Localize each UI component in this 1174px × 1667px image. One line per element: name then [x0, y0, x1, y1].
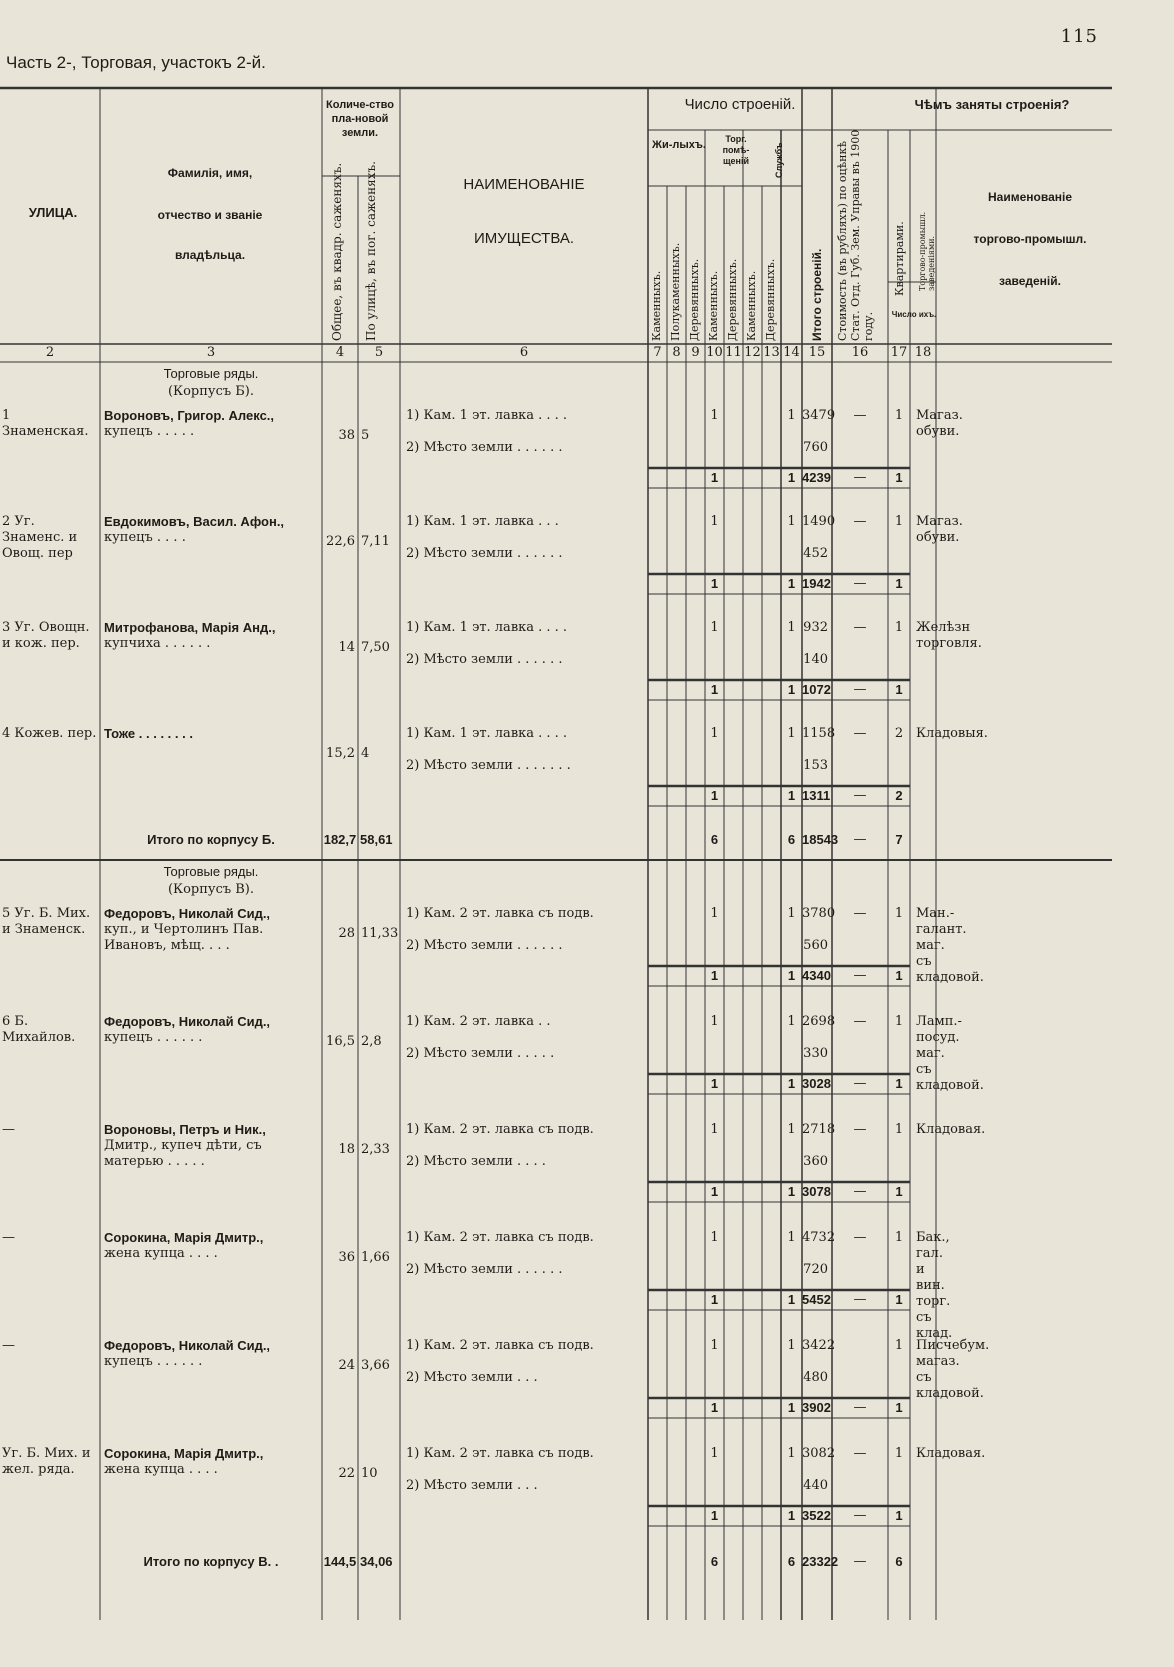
header-owner-line2: отчество и званіе	[157, 208, 263, 222]
establishment-name: Бак., гал. и вин. торг. съ клад.	[916, 1230, 953, 1341]
subtotal-trade-stone: 1	[710, 968, 719, 983]
owner-name	[104, 1446, 318, 1478]
land-total: 16,5	[326, 1034, 355, 1049]
land-total: 14	[338, 640, 355, 655]
group-total-apartments: —	[853, 832, 867, 847]
header-establishment-line1: Наименованіе	[988, 190, 1072, 204]
total-buildings: 1	[787, 1338, 796, 1353]
property-item: 2) Мѣсто земли . . .	[406, 1370, 538, 1385]
subtotal-buildings: 1	[787, 470, 796, 485]
establishment-name: Магаз. обуви.	[916, 408, 963, 439]
owner-line: купецъ . . . . . .	[104, 1030, 203, 1045]
street-name: 5 Уг. Б. Мих. и Знаменск.	[2, 906, 91, 937]
subtotal-buildings: 1	[787, 1076, 796, 1091]
column-number: 5	[374, 345, 384, 360]
owner-line: купецъ . . . . . .	[104, 1354, 203, 1369]
property-item: 2) Мѣсто земли . . . . .	[406, 1046, 555, 1061]
land-total: 24	[338, 1358, 355, 1373]
header-land-street: По улицѣ, въ пог. саженяхъ.	[364, 161, 378, 341]
total-buildings: 1	[787, 408, 796, 423]
establishments-count: 1	[894, 1014, 904, 1029]
establishment-name: Желѣзн торговля.	[916, 620, 982, 651]
subtotal-trade-stone: 1	[710, 682, 719, 697]
establishments-count: 1	[894, 1230, 904, 1245]
owner-line: Дмитр., купеч дѣти, съ	[104, 1138, 262, 1153]
column-number: 16	[851, 345, 869, 360]
property-item: 1) Кам. 1 эт. лавка . . . .	[406, 408, 568, 423]
land-street: 1,66	[361, 1250, 390, 1265]
header-wooden: Деревянныхъ.	[764, 258, 777, 341]
total-buildings: 1	[787, 906, 796, 921]
subtotal-apartments: —	[853, 1508, 867, 1523]
subtotal-value: 3078	[802, 1184, 831, 1199]
subtotal-establishments: 1	[895, 1292, 903, 1307]
property-value: 452	[803, 546, 828, 561]
establishments-count: 1	[894, 1338, 904, 1353]
apartments-count: —	[853, 726, 867, 741]
property-item: 1) Кам. 2 эт. лавка съ подв.	[406, 1338, 594, 1353]
owner-line: куп., и Чертолинъ Пав.	[104, 922, 264, 937]
owner-line: матерью . . . . .	[104, 1154, 205, 1169]
property-value: 760	[803, 440, 828, 455]
subtotal-trade-stone: 1	[710, 470, 719, 485]
property-value: 1490	[802, 514, 836, 529]
header-street: УЛИЦА.	[28, 205, 78, 220]
property-value: 4732	[802, 1230, 836, 1245]
street-name: 4 Кожев. пер.	[2, 726, 97, 741]
subtotal-trade-stone: 1	[710, 1292, 719, 1307]
subtotal-value: 1942	[802, 576, 831, 591]
column-number: 18	[914, 345, 932, 360]
owner-name	[104, 1122, 318, 1170]
land-street: 4	[361, 746, 370, 761]
total-buildings: 1	[787, 1446, 796, 1461]
owner-line: Федоровъ, Николай Сид.,	[104, 906, 271, 921]
property-item: 2) Мѣсто земли . . . . . .	[406, 546, 563, 561]
subtotal-value: 4340	[802, 968, 831, 983]
street-name: 1 Знаменская.	[2, 408, 89, 439]
column-number: 7	[653, 345, 662, 360]
apartments-count: —	[853, 1446, 867, 1461]
land-street: 3,66	[361, 1358, 390, 1373]
land-total: 22	[338, 1466, 355, 1481]
subtotal-apartments: —	[853, 470, 867, 485]
subtotal-apartments: —	[853, 788, 867, 803]
subtotal-buildings: 1	[787, 788, 796, 803]
subtotal-value: 4239	[802, 470, 831, 485]
trade-stone-count: 1	[710, 408, 719, 423]
subtotal-establishments: 1	[895, 1508, 903, 1523]
owner-line: купецъ . . . . .	[104, 424, 195, 439]
subtotal-buildings: 1	[787, 576, 796, 591]
subtotal-value: 3902	[802, 1400, 831, 1415]
column-number: 6	[519, 345, 529, 360]
property-value: 720	[803, 1262, 828, 1277]
owner-name	[104, 1014, 318, 1046]
group-total-land: 144,5	[323, 1554, 357, 1569]
column-number: 3	[206, 345, 216, 360]
trade-stone-count: 1	[710, 514, 719, 529]
header-total-buildings: Итого строеній.	[810, 248, 824, 341]
property-value: 2698	[802, 1014, 836, 1029]
land-street: 2,8	[361, 1034, 382, 1049]
total-buildings: 1	[787, 514, 796, 529]
header-trade-industrial: Торгово-промышл. заведеніями.	[918, 211, 936, 291]
header-value: Стоимость (въ рубляхъ) по оцѣнкѣ Стат. Отд. Губ. Зем. Управы въ 1900 году.	[836, 129, 875, 341]
group-title: Торговые ряды.	[163, 366, 259, 381]
property-value: 3780	[802, 906, 836, 921]
subtotal-apartments: —	[853, 1292, 867, 1307]
land-total: 22,6	[326, 534, 355, 549]
group-total-land: 182,7	[323, 832, 357, 847]
street-name: 6 Б. Михайлов.	[2, 1014, 76, 1045]
establishments-count: 1	[894, 1446, 904, 1461]
subtotal-apartments: —	[853, 682, 867, 697]
group-total-establishments: 6	[895, 1554, 903, 1569]
total-buildings: 1	[787, 726, 796, 741]
subtotal-establishments: 1	[895, 682, 903, 697]
subtotal-buildings: 1	[787, 1292, 796, 1307]
street-name: —	[2, 1230, 15, 1245]
subtotal-buildings: 1	[787, 682, 796, 697]
column-number: 2	[45, 345, 55, 360]
trade-stone-count: 1	[710, 1122, 719, 1137]
subtotal-trade-stone: 1	[710, 788, 719, 803]
property-value: 1158	[802, 726, 836, 741]
property-value: 932	[803, 620, 828, 635]
column-number: 12	[744, 345, 761, 360]
subtotal-buildings: 1	[787, 1400, 796, 1415]
subtotal-trade-stone: 1	[710, 1508, 719, 1523]
property-item: 1) Кам. 1 эт. лавка . . . .	[406, 620, 568, 635]
establishments-count: 1	[894, 906, 904, 921]
property-item: 1) Кам. 1 эт. лавка . . . .	[406, 726, 568, 741]
header-property-line1: НАИМЕНОВАНІЕ	[463, 176, 585, 193]
subtotal-trade-stone: 1	[710, 1076, 719, 1091]
owner-line: жена купца . . . .	[104, 1462, 218, 1477]
column-number: 15	[808, 345, 826, 360]
property-value: 140	[803, 652, 828, 667]
group-total-street: 58,61	[360, 832, 393, 847]
land-street: 7,50	[361, 640, 390, 655]
column-number: 13	[763, 345, 780, 360]
subtotal-establishments: 1	[895, 576, 903, 591]
property-value: 3422	[802, 1338, 836, 1353]
owner-line: Сорокина, Марія Дмитр.,	[104, 1446, 264, 1461]
property-item: 1) Кам. 1 эт. лавка . . .	[406, 514, 559, 529]
land-total: 18	[338, 1142, 355, 1157]
property-value: 2718	[802, 1122, 836, 1137]
property-value: 560	[803, 938, 828, 953]
land-total: 28	[338, 926, 355, 941]
property-item: 1) Кам. 2 эт. лавка съ подв.	[406, 906, 594, 921]
owner-name	[104, 514, 318, 546]
subtotal-value: 3028	[802, 1076, 831, 1091]
total-buildings: 1	[787, 1122, 796, 1137]
column-number: 17	[890, 345, 908, 360]
property-value: 3082	[802, 1446, 836, 1461]
street-name: —	[2, 1122, 15, 1137]
street-name: 2 Уг. Знаменс. и Овощ. пер	[2, 514, 78, 561]
subtotal-establishments: 1	[895, 1400, 903, 1415]
subtotal-establishments: 2	[895, 788, 903, 803]
establishment-name: Писчебум. магаз. съ кладовой.	[916, 1338, 990, 1401]
land-street: 5	[361, 428, 370, 443]
apartments-count: —	[853, 408, 867, 423]
subtotal-value: 1311	[802, 788, 831, 803]
owner-line: Ивановъ, мѣщ. . . .	[104, 938, 230, 953]
subtotal-trade-stone: 1	[710, 1184, 719, 1199]
subtotal-establishments: 1	[895, 470, 903, 485]
header-property-line2: ИМУЩЕСТВА.	[473, 230, 575, 247]
property-item: 1) Кам. 2 эт. лавка . .	[406, 1014, 551, 1029]
subtotal-apartments: —	[853, 968, 867, 983]
owner-line: Вороновы, Петръ и Ник.,	[104, 1122, 266, 1137]
group-total-street: 34,06	[360, 1554, 393, 1569]
header-residential: Жи-лыхъ.	[652, 139, 706, 151]
trade-stone-count: 1	[710, 726, 719, 741]
owner-name	[104, 726, 318, 742]
subtotal-apartments: —	[853, 576, 867, 591]
owner-line: Тоже . . . . . . . .	[104, 726, 193, 741]
header-stone: Каменныхъ.	[650, 270, 663, 341]
column-number: 10	[706, 345, 723, 360]
group-subtitle: (Корпусъ Б).	[167, 384, 255, 399]
column-number: 14	[783, 345, 800, 360]
column-number: 11	[725, 345, 742, 360]
property-value: 330	[803, 1046, 828, 1061]
apartments-count: —	[853, 1014, 867, 1029]
column-number: 8	[672, 345, 681, 360]
establishment-name: Ламп.-посуд. маг. съ кладовой.	[916, 1014, 984, 1093]
property-item: 1) Кам. 2 эт. лавка съ подв.	[406, 1446, 594, 1461]
total-buildings: 1	[787, 620, 796, 635]
subtotal-value: 5452	[802, 1292, 831, 1307]
apartments-count: —	[853, 1230, 867, 1245]
establishment-name: Кладовая.	[916, 1122, 986, 1137]
trade-stone-count: 1	[710, 620, 719, 635]
establishment-name: Ман.-галант. маг. съ кладовой.	[916, 906, 984, 985]
property-item: 2) Мѣсто земли . . .	[406, 1478, 538, 1493]
total-buildings: 1	[787, 1230, 796, 1245]
property-item: 2) Мѣсто земли . . . . . .	[406, 938, 563, 953]
land-total: 15,2	[326, 746, 355, 761]
property-item: 2) Мѣсто земли . . . . . . .	[406, 758, 571, 773]
owner-line: жена купца . . . .	[104, 1246, 218, 1261]
header-land-total: Общее, въ квадр. саженяхъ.	[330, 162, 344, 341]
land-street: 11,33	[361, 926, 399, 941]
property-item: 2) Мѣсто земли . . . . . .	[406, 440, 563, 455]
establishment-name: Кладовыя.	[916, 726, 988, 741]
subtotal-buildings: 1	[787, 1184, 796, 1199]
property-item: 2) Мѣсто земли . . . .	[406, 1154, 546, 1169]
land-total: 38	[338, 428, 355, 443]
header-service: Службъ	[774, 142, 784, 178]
land-street: 2,33	[361, 1142, 390, 1157]
apartments-count: —	[853, 906, 867, 921]
owner-line: Митрофанова, Марія Анд.,	[104, 620, 276, 635]
property-value: 480	[803, 1370, 828, 1385]
land-street: 7,11	[361, 534, 390, 549]
owner-line: Федоровъ, Николай Сид.,	[104, 1338, 271, 1353]
land-street: 10	[361, 1466, 378, 1481]
group-total-label: Итого по корпусу В. .	[143, 1554, 279, 1569]
section-header: Часть 2-, Торговая, участокъ 2-й.	[6, 53, 266, 72]
trade-stone-count: 1	[710, 1338, 719, 1353]
group-subtitle: (Корпусъ В).	[167, 882, 255, 897]
page-number: 115	[1060, 26, 1098, 47]
establishments-count: 1	[894, 514, 904, 529]
total-buildings: 1	[787, 1014, 796, 1029]
subtotal-trade-stone: 1	[710, 1400, 719, 1415]
street-name: 3 Уг. Овощн. и кож. пер.	[2, 620, 90, 651]
property-item: 1) Кам. 2 эт. лавка съ подв.	[406, 1230, 594, 1245]
group-total-buildings: 6	[787, 832, 796, 847]
owner-name	[104, 408, 318, 440]
header-count: Число ихъ.	[891, 310, 937, 319]
subtotal-apartments: —	[853, 1400, 867, 1415]
header-wooden: Деревянныхъ.	[726, 258, 739, 341]
street-name: Уг. Б. Мих. и жел. ряда.	[2, 1446, 91, 1477]
apartments-count: —	[853, 620, 867, 635]
land-total: 36	[338, 1250, 355, 1265]
header-buildings-count: Число строеній.	[684, 96, 796, 113]
establishments-count: 1	[894, 1122, 904, 1137]
property-register-table	[0, 86, 1112, 1620]
trade-stone-count: 1	[710, 1014, 719, 1029]
property-value: 440	[803, 1478, 828, 1493]
property-value: 360	[803, 1154, 828, 1169]
column-number: 4	[335, 345, 345, 360]
establishments-count: 1	[894, 408, 904, 423]
subtotal-establishments: 1	[895, 1076, 903, 1091]
group-total-value: 23322	[802, 1554, 839, 1569]
header-land-quantity: Количе-ство пла-новой земли.	[326, 99, 394, 139]
header-trade-premises: Торг. помѣ-щеній	[722, 134, 750, 166]
street-name: —	[2, 1338, 15, 1353]
subtotal-buildings: 1	[787, 1508, 796, 1523]
property-item: 2) Мѣсто земли . . . . . .	[406, 652, 563, 667]
group-total-establishments: 7	[895, 832, 903, 847]
group-total-label: Итого по корпусу Б.	[147, 832, 275, 847]
establishment-name: Магаз. обуви.	[916, 514, 963, 545]
owner-name	[104, 1230, 318, 1262]
group-total-buildings: 6	[787, 1554, 796, 1569]
owner-name	[104, 1338, 318, 1370]
column-number: 9	[691, 345, 700, 360]
subtotal-apartments: —	[853, 1076, 867, 1091]
owner-name	[104, 906, 318, 954]
trade-stone-count: 1	[710, 906, 719, 921]
trade-stone-count: 1	[710, 1446, 719, 1461]
group-total-apartments: —	[853, 1554, 867, 1569]
group-title: Торговые ряды.	[163, 864, 259, 879]
owner-line: Евдокимовъ, Васил. Афон.,	[104, 514, 285, 529]
property-item: 2) Мѣсто земли . . . . . .	[406, 1262, 563, 1277]
group-total-trade-stone: 6	[710, 1554, 719, 1569]
header-wooden: Деревянныхъ.	[688, 258, 701, 341]
property-value: 3479	[802, 408, 836, 423]
owner-line: Федоровъ, Николай Сид.,	[104, 1014, 271, 1029]
group-total-trade-stone: 6	[710, 832, 719, 847]
header-establishment-line3: заведеній.	[999, 274, 1061, 288]
subtotal-establishments: 1	[895, 968, 903, 983]
owner-line: купецъ . . . .	[104, 530, 186, 545]
subtotal-value: 3522	[802, 1508, 831, 1523]
header-owner-line1: Фамилія, имя,	[167, 166, 253, 180]
header-occupied: Чѣмъ заняты строенія?	[914, 97, 1070, 112]
subtotal-establishments: 1	[895, 1184, 903, 1199]
header-establishment-line2: торгово-промышл.	[973, 232, 1087, 246]
establishment-name: Кладовая.	[916, 1446, 986, 1461]
header-half-stone: Полукаменныхъ.	[669, 242, 682, 341]
group-total-value: 18543	[802, 832, 839, 847]
owner-line: купчиха . . . . . .	[104, 636, 211, 651]
owner-line: Сорокина, Марія Дмитр.,	[104, 1230, 264, 1245]
property-item: 1) Кам. 2 эт. лавка съ подв.	[406, 1122, 594, 1137]
owner-line: Вороновъ, Григор. Алекс.,	[104, 408, 275, 423]
trade-stone-count: 1	[710, 1230, 719, 1245]
owner-name	[104, 620, 318, 652]
establishments-count: 2	[894, 726, 904, 741]
subtotal-buildings: 1	[787, 968, 796, 983]
header-apartments: Квартирами.	[893, 221, 906, 296]
header-stone: Каменныхъ.	[745, 270, 758, 341]
subtotal-trade-stone: 1	[710, 576, 719, 591]
header-stone: Каменныхъ.	[707, 270, 720, 341]
subtotal-apartments: —	[853, 1184, 867, 1199]
apartments-count: —	[853, 514, 867, 529]
apartments-count: —	[853, 1122, 867, 1137]
establishments-count: 1	[894, 620, 904, 635]
subtotal-value: 1072	[802, 682, 831, 697]
header-owner-line3: владѣльца.	[174, 248, 246, 262]
property-value: 153	[803, 758, 828, 773]
